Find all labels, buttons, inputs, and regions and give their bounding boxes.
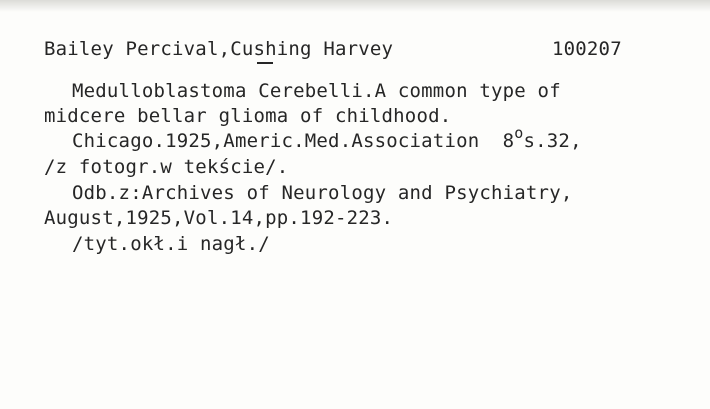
card-number: 100207 [552, 38, 622, 60]
card-authors: Bailey Percival,Cushing Harvey [44, 38, 394, 60]
title-note-line: /tyt.okł.i nagł./ [72, 233, 270, 255]
offprint-line: Odb.z:Archives of Neurology and Psychiatry, [72, 182, 573, 204]
illustrations-line: /z fotogr.w tekście/. [44, 156, 289, 178]
card-top-edge [0, 0, 710, 12]
underline-mark [257, 62, 273, 64]
pages-text: s.32, [523, 130, 582, 152]
title-line-2: midcere bellar glioma of childhood. [44, 105, 452, 127]
publication-text: Chicago.1925,Americ.Med.Association 8 [72, 130, 515, 152]
journal-details-line: August,1925,Vol.14,pp.192-223. [44, 207, 394, 229]
format-superscript: o [514, 124, 524, 142]
title-line-1: Medulloblastoma Cerebelli.A common type of [72, 80, 561, 102]
publication-line [72, 124, 582, 152]
